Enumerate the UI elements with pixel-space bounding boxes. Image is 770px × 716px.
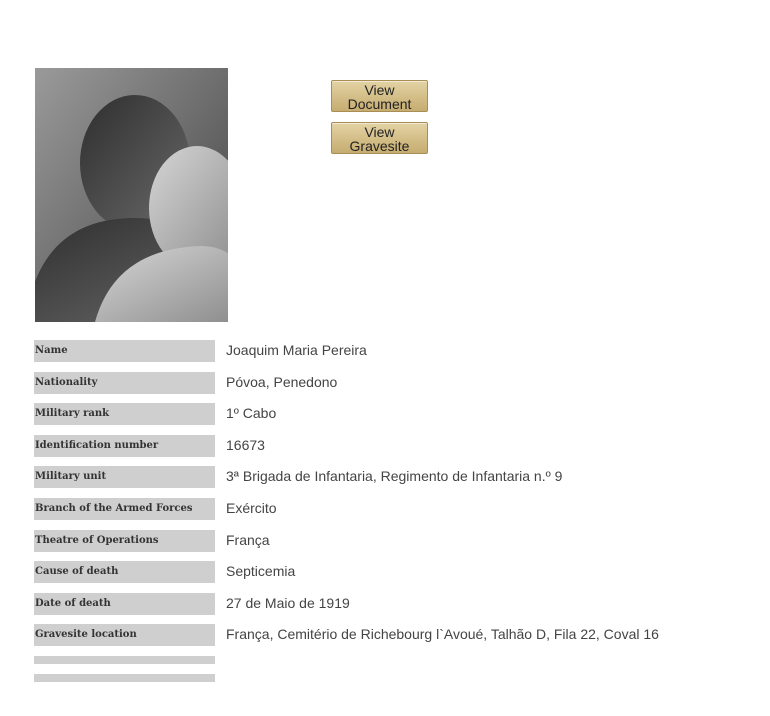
field-value: Exército (226, 500, 277, 516)
field-row-gravesite-location (34, 624, 734, 646)
field-row-nationality (34, 372, 734, 394)
field-value: Joaquim Maria Pereira (226, 342, 367, 358)
person-silhouette-placeholder-icon (35, 68, 228, 322)
field-label: Nationality (34, 372, 215, 394)
field-label: Name (34, 340, 215, 362)
field-label: Branch of the Armed Forces (34, 498, 215, 520)
view-document-button[interactable]: View Document (331, 80, 428, 112)
field-value: 3ª Brigada de Infantaria, Regimento de Infantaria n.º 9 (226, 468, 563, 484)
empty-label-cell (34, 656, 215, 664)
field-row-military-rank (34, 403, 734, 425)
field-label: Gravesite location (34, 624, 215, 646)
field-row-date-of-death (34, 593, 734, 615)
field-row-identification-number (34, 435, 734, 457)
profile-photo-placeholder (35, 68, 228, 322)
field-row-name (34, 340, 734, 362)
field-label: Military rank (34, 403, 215, 425)
empty-label-cell (34, 674, 215, 682)
view-gravesite-button[interactable]: View Gravesite (331, 122, 428, 154)
field-value: 16673 (226, 437, 265, 453)
field-row-theatre-of-operations (34, 530, 734, 552)
field-value: 1º Cabo (226, 405, 277, 421)
field-label: Identification number (34, 435, 215, 457)
field-value: Póvoa, Penedono (226, 374, 338, 390)
field-value: França (226, 532, 270, 548)
field-label: Date of death (34, 593, 215, 615)
field-value: 27 de Maio de 1919 (226, 595, 350, 611)
field-row-branch (34, 498, 734, 520)
field-row-military-unit (34, 466, 734, 488)
field-row-cause-of-death (34, 561, 734, 583)
field-label: Theatre of Operations (34, 530, 215, 552)
field-value: Septicemia (226, 563, 296, 579)
field-label: Cause of death (34, 561, 215, 583)
field-value: França, Cemitério de Richebourg l`Avoué, Talhão D, Fila 22, Coval 16 (226, 626, 659, 642)
field-label: Military unit (34, 466, 215, 488)
